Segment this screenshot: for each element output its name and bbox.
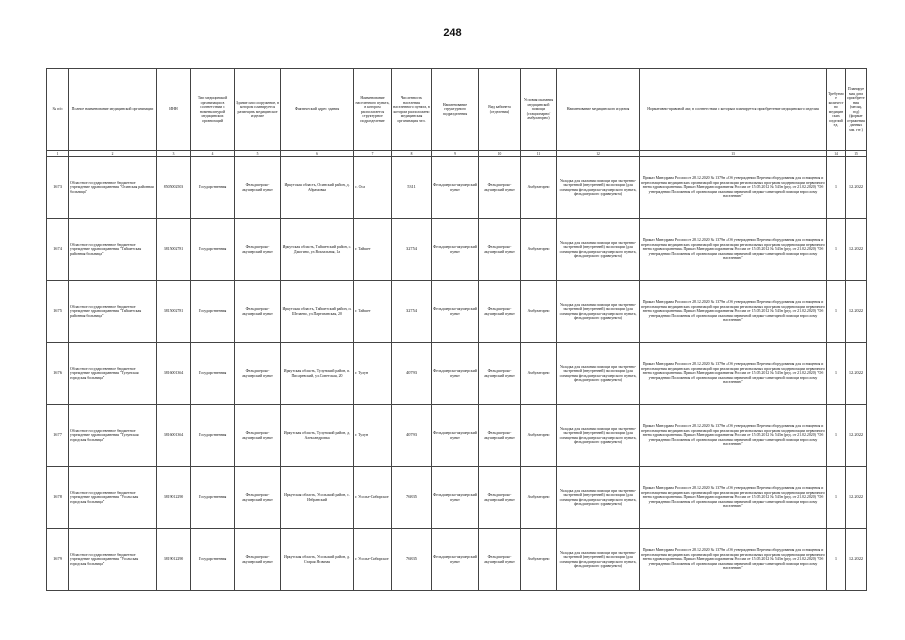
column-header: Фактический адрес здания bbox=[281, 69, 354, 151]
cell-org: Областное государственное бюджетное учреждение здравоохранения "Тайшетская районная больница" bbox=[69, 219, 157, 281]
cell-org: Областное государственное бюджетное учреждение здравоохранения "Тулунская городская больница" bbox=[69, 343, 157, 405]
cell-locality: г. Усолье-Сибирское bbox=[354, 467, 392, 529]
column-header: Нормативно-правовой акт, в соответствии с которым планируется приобретение медицинского изделия bbox=[640, 69, 827, 151]
cell-population: 40793 bbox=[392, 405, 432, 467]
cell-population: 32754 bbox=[392, 219, 432, 281]
column-number: 12 bbox=[557, 151, 640, 157]
cell-device: Укладка для оказания помощи при экстренно-экстренной (внутренней) экспозиции (для оснащения фельдшерско-акушерского пункта, фельдшерского здравпункта) bbox=[557, 219, 640, 281]
column-number: 3 bbox=[157, 151, 191, 157]
column-header: Тип медицинской организации в соответствии с номенклатурой медицинских организаций bbox=[191, 69, 235, 151]
cell-address: Иркутская область, Тулунский район, п. Писаревский, ул.Советская, 20 bbox=[281, 343, 354, 405]
cell-type: Государственная bbox=[191, 467, 235, 529]
cell-type: Государственная bbox=[191, 219, 235, 281]
cell-locality: с. Оса bbox=[354, 157, 392, 219]
column-header: Наименование населенного пункта, в котором располагается структурное подразделение bbox=[354, 69, 392, 151]
cell-unit: Фельдшерско-акушерский пункт bbox=[432, 281, 479, 343]
cell-population: 32754 bbox=[392, 281, 432, 343]
cell-locality: г. Усолье-Сибирское bbox=[354, 529, 392, 591]
cell-address: Иркутская область, Тайшетский район, с. Джогино, ул.Вокзальная, 1а bbox=[281, 219, 354, 281]
cell-qty: 1 bbox=[827, 467, 846, 529]
cell-device: Укладка для оказания помощи при экстренно-экстренной (внутренней) экспозиции (для оснащения фельдшерско-акушерского пункта, фельдшерского здравпункта) bbox=[557, 467, 640, 529]
cell-org: Областное государственное бюджетное учреждение здравоохранения "Усольская городская больница" bbox=[69, 529, 157, 591]
cell-act: Приказ Минздрава России от 28.12.2020 № 1379н «Об утверждении Перечня оборудования для оснащения и переоснащения медицинских организаций при реализации региональных программ модернизации первичного звена здравоохранения» Приказ Минздравсоцразвития России от 15.05.2012 № 543н (ред. от 21.02.2020) "Об утверждении Положения об организации оказания первичной медико-санитарной помощи взрослому населению" bbox=[640, 529, 827, 591]
cell-conditions: Амбулаторно bbox=[521, 157, 557, 219]
cell-conditions: Амбулаторно bbox=[521, 343, 557, 405]
cell-qty: 1 bbox=[827, 157, 846, 219]
cell-date: 12.2022 bbox=[846, 405, 867, 467]
column-header: Здание или сооружение, в котором планируется размещать медицинское изделие bbox=[235, 69, 281, 151]
cell-address: Иркутская область, Усольский район, с. Избранский bbox=[281, 467, 354, 529]
cell-org: Областное государственное бюджетное учреждение здравоохранения "Усольская городская больница" bbox=[69, 467, 157, 529]
cell-n: 1679 bbox=[47, 529, 69, 591]
column-header: ИНН bbox=[157, 69, 191, 151]
cell-locality: г. Тулун bbox=[354, 405, 392, 467]
cell-device: Укладка для оказания помощи при экстренно-экстренной (внутренней) экспозиции (для оснащения фельдшерско-акушерского пункта, фельдшерского здравпункта) bbox=[557, 281, 640, 343]
column-number: 4 bbox=[191, 151, 235, 157]
column-number: 14 bbox=[827, 151, 846, 157]
cell-n: 1678 bbox=[47, 467, 69, 529]
cell-cabinet: Фельдшерско-акушерский пункт bbox=[479, 405, 521, 467]
cell-building: Фельдшерско-акушерский пункт bbox=[235, 219, 281, 281]
cell-qty: 1 bbox=[827, 343, 846, 405]
column-number: 13 bbox=[640, 151, 827, 157]
cell-unit: Фельдшерско-акушерский пункт bbox=[432, 405, 479, 467]
cell-cabinet: Фельдшерско-акушерский пункт bbox=[479, 529, 521, 591]
cell-building: Фельдшерско-акушерский пункт bbox=[235, 467, 281, 529]
cell-type: Государственная bbox=[191, 405, 235, 467]
column-number: 10 bbox=[479, 151, 521, 157]
cell-date: 12.2022 bbox=[846, 219, 867, 281]
cell-population: 5311 bbox=[392, 157, 432, 219]
cell-unit: Фельдшерско-акушерский пункт bbox=[432, 467, 479, 529]
header-row bbox=[47, 69, 867, 151]
column-number: 11 bbox=[521, 151, 557, 157]
cell-n: 1676 bbox=[47, 343, 69, 405]
cell-date: 12.2022 bbox=[846, 529, 867, 591]
cell-locality: г. Тайшет bbox=[354, 219, 392, 281]
table-row bbox=[47, 405, 867, 467]
cell-unit: Фельдшерско-акушерский пункт bbox=[432, 529, 479, 591]
column-number: 15 bbox=[846, 151, 867, 157]
column-number: 2 bbox=[69, 151, 157, 157]
page-number: 248 bbox=[443, 27, 462, 39]
cell-date: 12.2022 bbox=[846, 281, 867, 343]
cell-cabinet: Фельдшерско-акушерский пункт bbox=[479, 219, 521, 281]
cell-type: Государственная bbox=[191, 157, 235, 219]
cell-date: 12.2022 bbox=[846, 343, 867, 405]
cell-cabinet: Фельдшерско-акушерский пункт bbox=[479, 281, 521, 343]
column-number: 8 bbox=[392, 151, 432, 157]
cell-type: Государственная bbox=[191, 529, 235, 591]
cell-inn: 3816001364 bbox=[157, 405, 191, 467]
column-header: Наименование медицинского изделия bbox=[557, 69, 640, 151]
cell-inn: 3819012290 bbox=[157, 467, 191, 529]
cell-conditions: Амбулаторно bbox=[521, 281, 557, 343]
table-row bbox=[47, 219, 867, 281]
cell-address: Иркутская область, Усольский район, д. Старая Ясачная bbox=[281, 529, 354, 591]
cell-act: Приказ Минздрава России от 28.12.2020 № 1379н «Об утверждении Перечня оборудования для оснащения и переоснащения медицинских организаций при реализации региональных программ модернизации первичного звена здравоохранения» Приказ Минздравсоцразвития России от 15.05.2012 № 543н (ред. от 21.02.2020) "Об утверждении Положения об организации оказания первичной медико-санитарной помощи взрослому населению" bbox=[640, 467, 827, 529]
cell-date: 12.2022 bbox=[846, 157, 867, 219]
column-number: 9 bbox=[432, 151, 479, 157]
cell-n: 1677 bbox=[47, 405, 69, 467]
column-header: Наименование структурного подразделения bbox=[432, 69, 479, 151]
cell-unit: Фельдшерско-акушерский пункт bbox=[432, 343, 479, 405]
column-header: Вид кабинета (отделения) bbox=[479, 69, 521, 151]
cell-inn: 8505002503 bbox=[157, 157, 191, 219]
column-number: 7 bbox=[354, 151, 392, 157]
column-number: 1 bbox=[47, 151, 69, 157]
cell-building: Фельдшерско-акушерский пункт bbox=[235, 343, 281, 405]
column-header: № п/п bbox=[47, 69, 69, 151]
cell-building: Фельдшерско-акушерский пункт bbox=[235, 529, 281, 591]
cell-org: Областное государственное бюджетное учреждение здравоохранения "Тулунская городская больница" bbox=[69, 405, 157, 467]
cell-act: Приказ Минздрава России от 28.12.2020 № 1379н «Об утверждении Перечня оборудования для оснащения и переоснащения медицинских организаций при реализации региональных программ модернизации первичного звена здравоохранения» Приказ Минздравсоцразвития России от 15.05.2012 № 543н (ред. от 21.02.2020) "Об утверждении Положения об организации оказания первичной медико-санитарной помощи взрослому населению" bbox=[640, 343, 827, 405]
cell-device: Укладка для оказания помощи при экстренно-экстренной (внутренней) экспозиции (для оснащения фельдшерско-акушерского пункта, фельдшерского здравпункта) bbox=[557, 529, 640, 591]
cell-population: 40793 bbox=[392, 343, 432, 405]
table-row bbox=[47, 467, 867, 529]
table-row bbox=[47, 529, 867, 591]
cell-conditions: Амбулаторно bbox=[521, 405, 557, 467]
cell-qty: 1 bbox=[827, 405, 846, 467]
cell-org: Областное государственное бюджетное учреждение здравоохранения "Тайшетская районная больница" bbox=[69, 281, 157, 343]
cell-act: Приказ Минздрава России от 28.12.2020 № 1379н «Об утверждении Перечня оборудования для оснащения и переоснащения медицинских организаций при реализации региональных программ модернизации первичного звена здравоохранения» Приказ Минздравсоцразвития России от 15.05.2012 № 543н (ред. от 21.02.2020) "Об утверждении Положения об организации оказания первичной медико-санитарной помощи взрослому населению" bbox=[640, 219, 827, 281]
cell-inn: 3815002781 bbox=[157, 281, 191, 343]
cell-org: Областное государственное бюджетное учреждение здравоохранения "Осинская районная больница" bbox=[69, 157, 157, 219]
column-header: Полное наименование медицинской организации bbox=[69, 69, 157, 151]
cell-n: 1673 bbox=[47, 157, 69, 219]
cell-device: Укладка для оказания помощи при экстренно-экстренной (внутренней) экспозиции (для оснащения фельдшерско-акушерского пункта, фельдшерского здравпункта) bbox=[557, 405, 640, 467]
cell-locality: г. Тайшет bbox=[354, 281, 392, 343]
cell-act: Приказ Минздрава России от 28.12.2020 № 1379н «Об утверждении Перечня оборудования для оснащения и переоснащения медицинских организаций при реализации региональных программ модернизации первичного звена здравоохранения» Приказ Минздравсоцразвития России от 15.05.2012 № 543н (ред. от 21.02.2020) "Об утверждении Положения об организации оказания первичной медико-санитарной помощи взрослому населению" bbox=[640, 405, 827, 467]
column-number: 6 bbox=[281, 151, 354, 157]
cell-conditions: Амбулаторно bbox=[521, 529, 557, 591]
cell-type: Государственная bbox=[191, 281, 235, 343]
cell-cabinet: Фельдшерско-акушерский пункт bbox=[479, 157, 521, 219]
cell-n: 1675 bbox=[47, 281, 69, 343]
cell-qty: 1 bbox=[827, 529, 846, 591]
column-header: Численность населения населенного пункта, в котором расположено медицинская организация чел. bbox=[392, 69, 432, 151]
column-number: 5 bbox=[235, 151, 281, 157]
cell-n: 1674 bbox=[47, 219, 69, 281]
cell-address: Иркутская область, Тулунский район, д. Александровка bbox=[281, 405, 354, 467]
table-row bbox=[47, 343, 867, 405]
cell-qty: 1 bbox=[827, 281, 846, 343]
cell-building: Фельдшерско-акушерский пункт bbox=[235, 405, 281, 467]
cell-device: Укладка для оказания помощи при экстренно-экстренной (внутренней) экспозиции (для оснащения фельдшерско-акушерского пункта, фельдшерского здравпункта) bbox=[557, 157, 640, 219]
cell-date: 12.2022 bbox=[846, 467, 867, 529]
cell-inn: 3815002781 bbox=[157, 219, 191, 281]
cell-inn: 3819012290 bbox=[157, 529, 191, 591]
cell-locality: г. Тулун bbox=[354, 343, 392, 405]
cell-unit: Фельдшерско-акушерский пункт bbox=[432, 157, 479, 219]
cell-inn: 3816001364 bbox=[157, 343, 191, 405]
cell-conditions: Амбулаторно bbox=[521, 467, 557, 529]
cell-act: Приказ Минздрава России от 28.12.2020 № 1379н «Об утверждении Перечня оборудования для оснащения и переоснащения медицинских организаций при реализации региональных программ модернизации первичного звена здравоохранения» Приказ Минздравсоцразвития России от 15.05.2012 № 543н (ред. от 21.02.2020) "Об утверждении Положения об организации оказания первичной медико-санитарной помощи взрослому населению" bbox=[640, 157, 827, 219]
cell-population: 76835 bbox=[392, 467, 432, 529]
column-header: Планируемая дата приобретения (месяц, год) (формат отражения данных мм. ггг.) bbox=[846, 69, 867, 151]
cell-population: 76835 bbox=[392, 529, 432, 591]
cell-conditions: Амбулаторно bbox=[521, 219, 557, 281]
cell-address: Иркутская область, Тайшетский район, п. Шелаево, ул.Партизанская, 20 bbox=[281, 281, 354, 343]
column-header: Условия оказания медицинской помощи (стационарно/ амбулаторно) bbox=[521, 69, 557, 151]
cell-address: Иркутская область, Осинский район, д. Абрамовка bbox=[281, 157, 354, 219]
cell-cabinet: Фельдшерско-акушерский пункт bbox=[479, 467, 521, 529]
table-row bbox=[47, 281, 867, 343]
cell-qty: 1 bbox=[827, 219, 846, 281]
cell-cabinet: Фельдшерско-акушерский пункт bbox=[479, 343, 521, 405]
cell-building: Фельдшерско-акушерский пункт bbox=[235, 157, 281, 219]
table-body bbox=[47, 157, 867, 591]
cell-building: Фельдшерско-акушерский пункт bbox=[235, 281, 281, 343]
cell-type: Государственная bbox=[191, 343, 235, 405]
table-row bbox=[47, 157, 867, 219]
column-header: Требуемое количество медицинских изделий ед. bbox=[827, 69, 846, 151]
cell-unit: Фельдшерско-акушерский пункт bbox=[432, 219, 479, 281]
equipment-register-table bbox=[46, 68, 867, 591]
cell-act: Приказ Минздрава России от 28.12.2020 № 1379н «Об утверждении Перечня оборудования для оснащения и переоснащения медицинских организаций при реализации региональных программ модернизации первичного звена здравоохранения» Приказ Минздравсоцразвития России от 15.05.2012 № 543н (ред. от 21.02.2020) "Об утверждении Положения об организации оказания первичной медико-санитарной помощи взрослому населению" bbox=[640, 281, 827, 343]
cell-device: Укладка для оказания помощи при экстренно-экстренной (внутренней) экспозиции (для оснащения фельдшерско-акушерского пункта, фельдшерского здравпункта) bbox=[557, 343, 640, 405]
